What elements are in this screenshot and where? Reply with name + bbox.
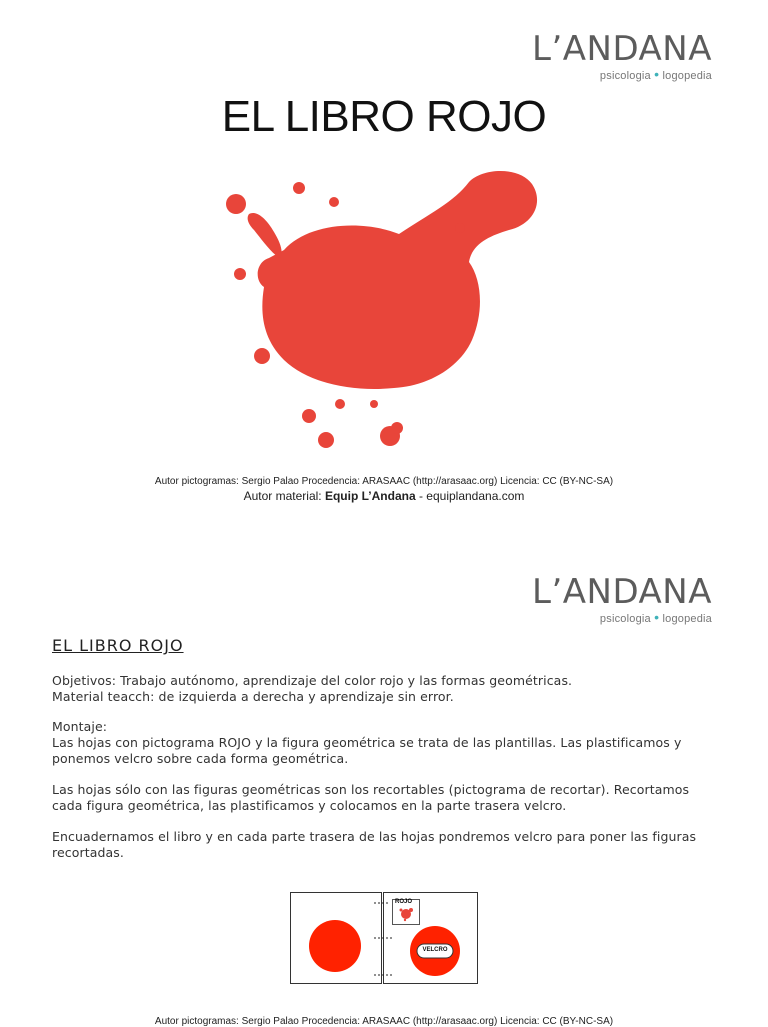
brand-logo-tagline [532,66,712,82]
brand-tag-right: logopedia [662,613,712,625]
velcro-label: VELCRO [422,947,448,953]
red-circle-icon [291,893,381,983]
material-text: Material teacch: de izquierda a derecha y aprendizaje sin error. [52,689,454,704]
pictogram-label: ROJO [395,899,413,905]
assembly-step-2-block [52,782,722,814]
bullet-dot-icon: • [654,609,660,625]
bullet-dot-icon: • [654,66,660,82]
brand-logo-name: L’ANDANA [532,29,712,69]
brand-logo-page2 [532,572,712,625]
assembly-step-1: Las hojas con pictograma ROJO y la figura geométrica se trata de las plantillas. Las plastificamos y ponemos velcro sobre cada forma geométrica. [52,735,682,766]
brand-tag-left: psicologia [599,613,651,625]
assembly-step-3-block [52,829,722,861]
pictogram-credit: Autor pictogramas: Sergio Palao Procedencia: ARASAAC (http://arasaac.org) Licencia: CC (BY-NC-SA) [154,476,614,487]
cover-credits [0,476,768,503]
material-credit-suffix: - equiplandana.com [415,489,525,503]
objectives-block [52,673,722,705]
brand-tag-right: logopedia [662,70,712,82]
brand-tag-left: psicologia [599,70,651,82]
instructions-title: EL LIBRO ROJO [52,636,184,655]
material-credit-team: Equip L’Andana [324,489,416,503]
cover-title: EL LIBRO ROJO [221,92,547,141]
template-sheet [290,892,382,984]
brand-logo-name: L’ANDANA [532,572,712,612]
cutout-sheet [383,892,478,984]
assembly-step-2: Las hojas sólo con las figuras geométricas son los recortables (pictograma de recortar). Recortamos cada figura geométrica, las plastificamos y colocamos en la parte trasera velcro. [52,782,690,813]
velcro-circle-icon [384,893,477,983]
material-credit [0,489,768,503]
brand-logo-tagline [532,609,712,625]
brand-logo [532,29,712,82]
red-paint-splash-icon [214,162,544,454]
assembly-step-3: Encuadernamos el libro y en cada parte trasera de las hojas pondremos velcro para poner las figuras recortadas. [52,829,697,860]
assembly-block [52,719,722,767]
material-credit-prefix: Autor material: [243,489,325,503]
objectives-text: Objetivos: Trabajo autónomo, aprendizaje del color rojo y las formas geométricas. [52,673,573,688]
bottom-pictogram-credit: Autor pictogramas: Sergio Palao Procedencia: ARASAAC (http://arasaac.org) Licencia: CC (BY-NC-SA) [154,1016,614,1027]
assembly-label: Montaje: [52,719,108,734]
